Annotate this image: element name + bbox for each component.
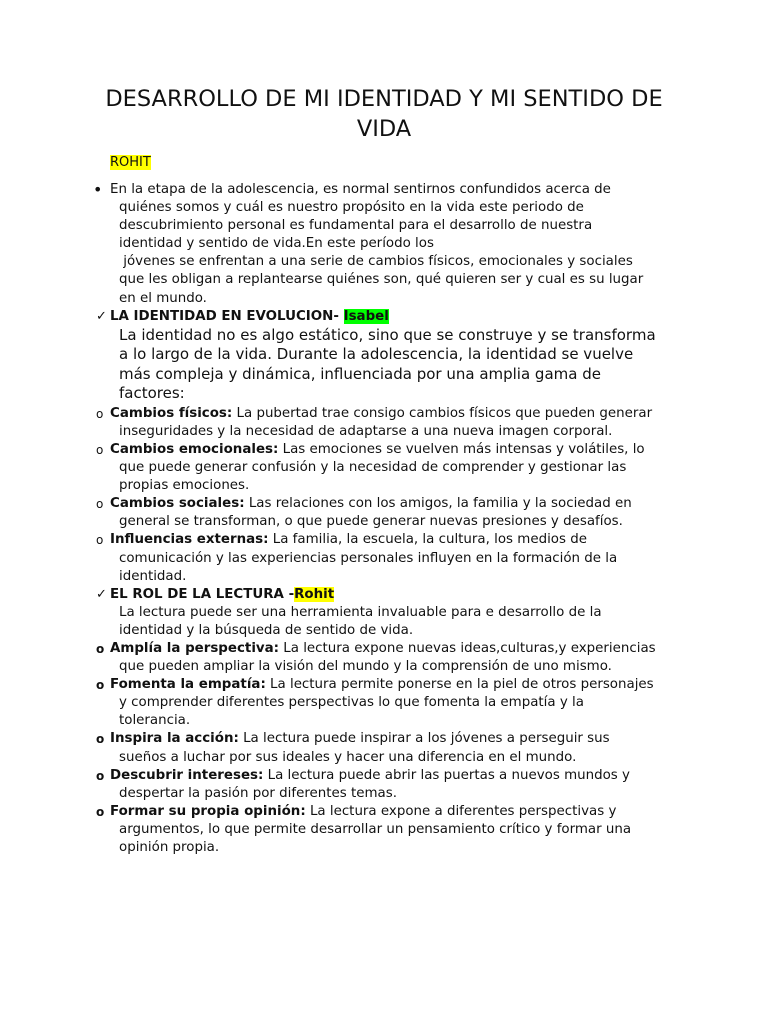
list-item-text: La pubertad trae consigo cambios físicos que pueden generar inseguridades y la necesidad de adaptarse a una nueva imagen corporal. <box>119 405 653 439</box>
bullet-marker: • <box>93 180 103 199</box>
list-item <box>0 441 768 495</box>
list-marker: o <box>96 442 104 457</box>
list-item-term: Influencias externas: <box>110 532 269 548</box>
list-item-text: Las relaciones con los amigos, la familia y la sociedad en general se transforman, o que puede generar nuevas presiones y desafíos. <box>119 496 632 530</box>
section2-intro: La lectura puede ser una herramienta invaluable para e desarrollo de la identidad y la búsqueda de sentido de vida. <box>119 604 602 638</box>
intro-text-part1: En la etapa de la adolescencia, es normal sentirnos confundidos acerca de quiénes somos y cuál es nuestro propósito en la vida este periodo de descubrimiento personal es fundamental para el desarrollo de nuestra identidad y sentido de vida.En este período los <box>110 182 611 252</box>
section1-heading-text: LA IDENTIDAD EN EVOLUCION- <box>110 308 344 324</box>
list-marker: o <box>96 497 104 512</box>
list-item-term: Cambios físicos: <box>110 405 233 421</box>
section1-author-highlight: Isabel <box>343 308 389 324</box>
intro-text-part2: jóvenes se enfrentan a una serie de cambios físicos, emocionales y sociales que les obligan a replantearse quiénes son, qué quieren ser y cual es su lugar en el mundo. <box>119 254 648 306</box>
section2-heading <box>0 586 768 604</box>
list-item-text: La lectura puede abrir las puertas a nuevos mundos y despertar la pasión por diferentes temas. <box>119 767 630 801</box>
author-label <box>110 155 151 171</box>
intro-bullet-item <box>0 181 768 308</box>
list-item-text: Las emociones se vuelven más intensas y volátiles, lo que puede generar confusión y la necesidad de comprender y gestionar las propias emociones. <box>119 441 645 494</box>
list-item <box>0 803 768 857</box>
list-item-term: Inspira la acción: <box>110 731 239 747</box>
section2-author-highlight: Rohit <box>294 586 335 602</box>
list-item-term: Amplía la perspectiva: <box>110 640 280 656</box>
section1-heading <box>0 308 768 326</box>
author-name-highlight: ROHIT <box>110 155 151 170</box>
document-body <box>0 181 768 857</box>
checkmark-icon: ✓ <box>96 586 107 602</box>
list-item-text: La lectura expone nuevas ideas,culturas,y experiencias que pueden ampliar la visión del mundo y la comprensión de uno mismo. <box>119 640 656 675</box>
list-item-text: La lectura permite ponerse en la piel de otros personajes y comprender diferentes perspectivas lo que fomenta la empatía y la tolerancia. <box>119 677 654 729</box>
list-item <box>0 531 768 585</box>
list-marker: o <box>96 641 105 656</box>
list-item-text: La familia, la escuela, la cultura, los medios de comunicación y las experiencias personales influyen en la formación de la identidad. <box>119 532 618 584</box>
list-item-text: La lectura puede inspirar a los jóvenes a perseguir sus sueños a luchar por sus ideales y hacer una diferencia en el mundo. <box>119 731 610 765</box>
list-marker: o <box>96 804 105 819</box>
list-item-term: Cambios emocionales: <box>110 441 279 457</box>
list-item <box>0 405 768 441</box>
document-title: DESARROLLO DE MI IDENTIDAD Y MI SENTIDO DE VIDA <box>105 86 663 142</box>
list-item-term: Descubrir intereses: <box>110 767 264 783</box>
list-item <box>0 767 768 803</box>
list-marker: o <box>96 768 105 783</box>
list-item-term: Formar su propia opinión: <box>110 803 306 819</box>
section1-list <box>0 405 768 586</box>
list-item <box>0 730 768 766</box>
list-item-text: La lectura expone a diferentes perspectivas y argumentos, lo que permite desarrollar un pensamiento crítico y formar una opinión propia. <box>119 803 632 855</box>
list-item-term: Cambios sociales: <box>110 496 245 512</box>
list-marker: o <box>96 732 105 747</box>
section1-intro: La identidad no es algo estático, sino que se construye y se transforma a lo largo de la vida. Durante la adolescencia, la identidad se vuelve más compleja y dinámica, influenciada por una amplia gama de factores: <box>119 325 656 403</box>
list-item <box>0 495 768 531</box>
list-item <box>0 676 768 730</box>
list-marker: o <box>96 678 105 693</box>
list-item-term: Fomenta la empatía: <box>110 677 266 693</box>
list-item <box>0 640 768 676</box>
list-marker: o <box>96 533 104 548</box>
section2-heading-text: EL ROL DE LA LECTURA - <box>110 586 295 602</box>
section2-list <box>0 640 768 857</box>
checkmark-icon: ✓ <box>96 308 107 324</box>
list-marker: o <box>96 406 104 421</box>
